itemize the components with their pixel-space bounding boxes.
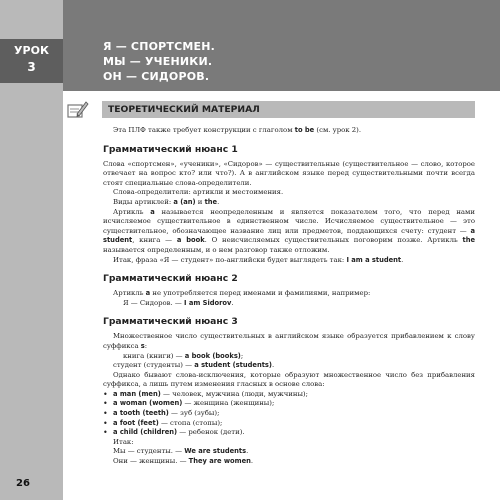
bold: a man (men) — [113, 389, 161, 398]
text: — женщина (женщины); — [182, 399, 275, 408]
nuance-2-p1 — [103, 289, 475, 299]
text: Я — Сидоров. — — [123, 298, 184, 307]
list-item — [103, 409, 475, 419]
text: — стопа (стопы); — [158, 418, 223, 427]
text: ; — [240, 351, 244, 360]
lesson-badge — [0, 39, 63, 83]
text: . — [401, 255, 404, 264]
nuance-3-example-1 — [103, 352, 475, 362]
bold: the — [462, 236, 475, 245]
content — [103, 126, 475, 467]
page-title — [103, 39, 215, 84]
text: не употребляется перед именами и фамилиями, например: — [150, 289, 371, 298]
bold: a (an) — [173, 197, 196, 206]
text: : — [144, 341, 148, 350]
text: — ребенок (дети). — [177, 428, 245, 437]
text: книга (книги) — — [123, 351, 185, 360]
bold: a student — [103, 226, 475, 245]
bold: a woman (women) — [113, 399, 183, 408]
nuance-3-p2: Однако бывают слова-исключения, которые образуют множественное число без прибавления суффикса, а лишь путем изменения гласных в основе слова: — [103, 370, 475, 389]
itak-label: Итак: — [113, 437, 134, 446]
text: называется неопределенным и является показателем того, что перед нами исчисляемое существительное в единственном числе. Исчисляемое существительное — это существительное, обозначающее название лиц или предметов, поддающихся счету: студент — — [103, 207, 475, 235]
bold: a book (books) — [184, 351, 241, 360]
text: Артикль — [113, 207, 151, 216]
title-line-1: Я — СПОРТСМЕН. — [103, 40, 216, 53]
nuance-2-example — [103, 299, 475, 309]
summary-1 — [103, 447, 475, 457]
bold: a student (students) — [194, 361, 272, 370]
nuance-3-p1 — [103, 332, 475, 351]
text: . — [250, 457, 254, 466]
text: — зуб (зубы); — [168, 409, 220, 418]
title-line-3: ОН — СИДОРОВ. — [103, 70, 210, 83]
bold: a tooth (teeth) — [113, 409, 169, 418]
bold: a child (children) — [113, 428, 178, 437]
text: . — [231, 298, 234, 307]
nuance-1-p5 — [103, 256, 475, 266]
list-item — [103, 399, 475, 409]
text: . — [217, 197, 220, 206]
bold: a — [150, 207, 155, 216]
bold: We are students — [184, 447, 247, 456]
intro-text-end: (см. урок 2). — [314, 126, 362, 134]
nuance-1-heading: Грамматический нюанс 1 — [103, 143, 238, 155]
text: . О неисчисляемых существительных поговорим позже. Артикль — [204, 236, 463, 245]
bold: They are women — [188, 457, 251, 466]
title-line-2: МЫ — УЧЕНИКИ. — [103, 55, 213, 68]
nuance-1-p4 — [103, 208, 475, 256]
text: Артикль — [113, 289, 146, 298]
nuance-3-heading: Грамматический нюанс 3 — [103, 316, 238, 328]
intro-text: Эта ПЛФ также требует конструкции с глаголом — [113, 126, 295, 134]
bold: a foot (feet) — [113, 418, 159, 427]
lesson-number: 3 — [27, 60, 36, 74]
summary-2 — [103, 457, 475, 467]
pencil-note-icon — [67, 99, 89, 121]
nuance-2-heading: Грамматический нюанс 2 — [103, 273, 238, 285]
text: , книга — — [132, 236, 177, 245]
text: Мы — студенты. — — [113, 447, 185, 456]
text: Виды артиклей: — [113, 197, 174, 206]
section-title: ТЕОРЕТИЧЕСКИЙ МАТЕРИАЛ — [102, 101, 475, 118]
bold: the — [204, 197, 218, 206]
text: студент (студенты) — — [113, 361, 195, 370]
list-item — [103, 428, 475, 438]
bold: a book — [176, 236, 205, 245]
text: и — [195, 197, 205, 206]
nuance-1-p1: Слова «спортсмен», «ученики», «Сидоров» — существительные (существительное — слово, которое отвечает на вопрос кто? или что?). А в английском языке перед существительными почти всегда стоят специальные слова-определители. — [103, 159, 475, 187]
text: называется определенным, и о нем разговор также отложим. — [103, 245, 330, 254]
bold: a — [145, 289, 151, 298]
text: Они — женщины. — — [113, 457, 189, 466]
nuance-1-p3 — [103, 198, 475, 208]
list-item — [103, 390, 475, 400]
page-number: 26 — [16, 478, 30, 489]
bold: I am a student — [346, 255, 402, 264]
text: Итак, фраза «Я — студент» по-английски будет выглядеть так: — [113, 255, 347, 264]
nuance-3-example-2 — [103, 361, 475, 371]
nuance-1-p2: Слова-определители: артикли и местоимения. — [113, 188, 284, 197]
bold: s — [140, 341, 145, 350]
lesson-label: УРОК — [14, 44, 49, 57]
intro-paragraph — [103, 126, 475, 136]
bold: I am Sidorov — [184, 298, 232, 307]
text: Множественное число существительных в английском языке образуется прибавлением к слову суффикса — [103, 332, 475, 350]
text: . — [246, 447, 249, 456]
text: — человек, мужчина (люди, мужчины); — [160, 389, 308, 398]
intro-bold: to be — [294, 126, 315, 134]
list-item — [103, 419, 475, 429]
text: . — [271, 361, 275, 370]
